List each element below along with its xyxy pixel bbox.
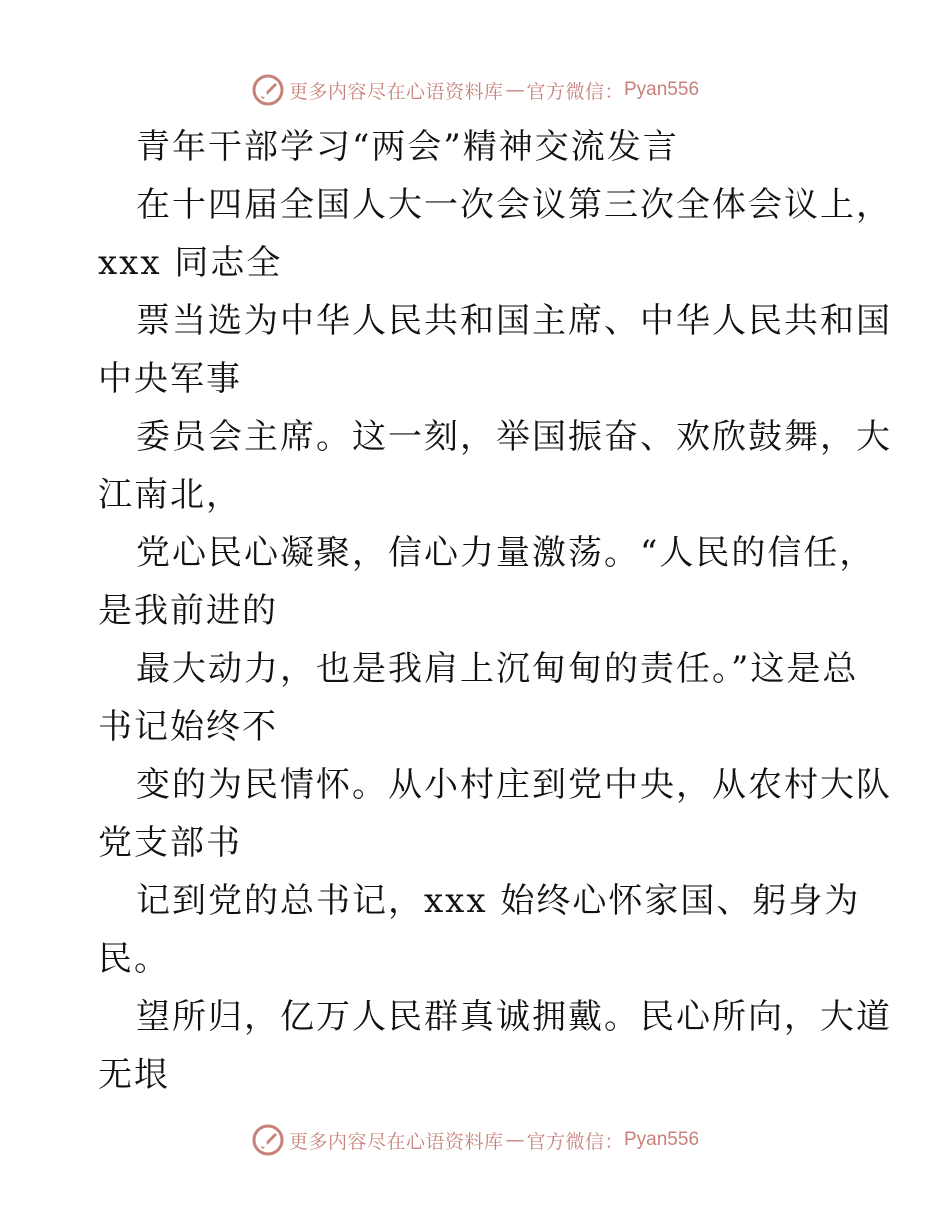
text-line: 党心民心凝聚，信心力量激荡。“人民的信任， xyxy=(136,533,876,573)
pen-logo-icon xyxy=(251,1123,285,1157)
watermark-handle: Pyan556 xyxy=(624,79,700,100)
text-line: 委员会主席。这一刻，举国振奋、欢欣鼓舞，大 xyxy=(136,417,892,457)
watermark-separator: — xyxy=(505,1129,525,1151)
watermark-text: 更多内容尽在心语资料库 xyxy=(288,80,504,103)
text-line: 江南北， xyxy=(98,475,242,515)
text-line: 书记始终不 xyxy=(98,707,278,747)
text-line: 记到党的总书记，xxx 始终心怀家国、躬身为 xyxy=(136,881,861,921)
text-line: xxx 同志全 xyxy=(98,243,283,283)
text-line: 中央军事 xyxy=(98,359,242,399)
watermark-separator: — xyxy=(505,79,525,101)
text-line: 民。 xyxy=(98,939,170,979)
document-body xyxy=(98,118,892,1104)
watermark-label: 官方微信： xyxy=(526,1130,624,1153)
text-line: 最大动力，也是我肩上沉甸甸的责任。”这是总 xyxy=(136,649,859,689)
text-line: 票当选为中华人民共和国主席、中华人民共和国 xyxy=(136,301,892,341)
pen-logo-icon xyxy=(251,73,285,107)
text-line: 在十四届全国人大一次会议第三次全体会议上， xyxy=(136,185,892,225)
header-watermark xyxy=(0,70,950,110)
text-line: 变的为民情怀。从小村庄到党中央，从农村大队 xyxy=(136,765,892,805)
footer-watermark xyxy=(0,1120,950,1160)
watermark-handle: Pyan556 xyxy=(624,1129,700,1150)
text-line: 是我前进的 xyxy=(98,591,278,631)
text-line: 望所归，亿万人民群真诚拥戴。民心所向，大道 xyxy=(136,997,892,1037)
document-title: 青年干部学习“两会”精神交流发言 xyxy=(136,127,679,167)
text-line: 党支部书 xyxy=(98,823,242,863)
text-line: 无垠 xyxy=(98,1055,170,1095)
watermark-label: 官方微信： xyxy=(526,80,624,103)
watermark-text: 更多内容尽在心语资料库 xyxy=(288,1130,504,1153)
